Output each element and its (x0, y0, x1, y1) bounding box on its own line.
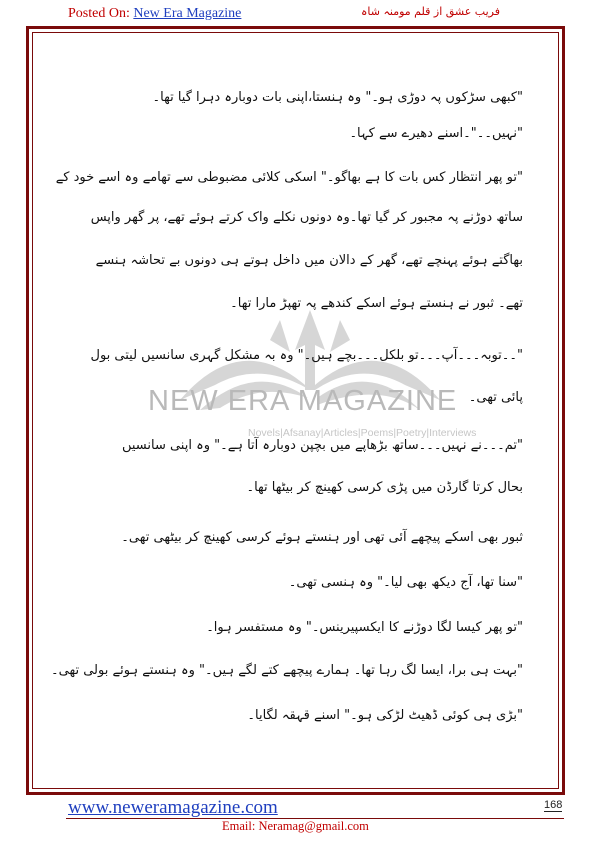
text-line: ساتھ دوڑنے پہ مجبور کر گیا تھا۔وہ دونوں نکلے واک کرتے ہوئے تھے، پر گھر واپس (90, 210, 523, 225)
text-line: "تو پھر کیسا لگا دوڑنے کا ایکسپیرینس۔" وہ مستفسر ہوا۔ (206, 620, 523, 635)
text-line: "نہیں۔۔"۔اسنے دھیرے سے کہا۔ (349, 126, 523, 141)
text-line: "۔۔توبہ۔۔۔آپ۔۔۔تو بلکل۔۔۔بچے ہیں۔" وہ بہ مشکل گہری سانسیں لیتی بول (90, 348, 523, 363)
text-line: "سنا تھا، آج دیکھ بھی لیا۔" وہ ہنسی تھی۔ (288, 575, 523, 590)
magazine-link[interactable]: New Era Magazine (133, 6, 242, 21)
watermark-title: NEW ERA MAGAZINE (148, 385, 458, 417)
novel-credit: فریب عشق از قلم مومنہ شاہ (360, 5, 500, 18)
posted-on-header (68, 6, 241, 22)
page-number: 168 (544, 799, 563, 811)
text-line: پائی تھی۔ (468, 390, 523, 405)
text-line: "بڑی ہی کوئی ڈھیٹ لڑکی ہو۔" اسنے قہقہ لگایا۔ (247, 708, 523, 723)
text-line: "تو پھر انتظار کس بات کا ہے بھاگو۔" اسکی کلائی مضبوطی سے تھامے وہ اسے خود کے (55, 170, 523, 185)
contact-email: Email: Neramag@gmail.com (222, 819, 369, 833)
text-line: ثبور بھی اسکے پیچھے آئی تھی اور ہنستے ہوئے کرسی کھینچ کر بیٹھی تھی۔ (121, 530, 523, 545)
text-line: بھاگتے ہوئے پہنچے تھے، گھر کے دالان میں داخل ہوتے ہی دونوں بے تحاشہ ہنسے (95, 253, 523, 268)
website-link[interactable]: www.neweramagazine.com (68, 797, 278, 818)
text-line: "بہت ہی برا، ایسا لگ رہا تھا۔ ہمارے پیچھے کتے لگے ہیں۔" وہ ہنستے ہوئے بولی تھی۔ (51, 663, 523, 678)
text-line: بحال کرتا گارڈن میں پڑی کرسی کھینچ کر بیٹھا تھا۔ (246, 480, 523, 495)
text-line: "تم۔۔۔نے نہیں۔۔۔ساتھ بڑھاپے میں بچپن دوبارہ آتا ہے۔" وہ اپنی سانسیں (121, 438, 523, 453)
posted-on-label: Posted On: (68, 6, 134, 21)
watermark-subtitle: Novels|Afsanay|Articles|Poems|Poetry|Interviews (248, 427, 477, 439)
text-line: "کبھی سڑکوں پہ دوڑی ہو۔" وہ ہنستا،اپنی بات دوبارہ دہرا گیا تھا۔ (152, 90, 523, 105)
text-line: تھے۔ ثبور نے ہنستے ہوئے اسکے کندھے پہ تھپڑ مارا تھا۔ (230, 296, 523, 311)
